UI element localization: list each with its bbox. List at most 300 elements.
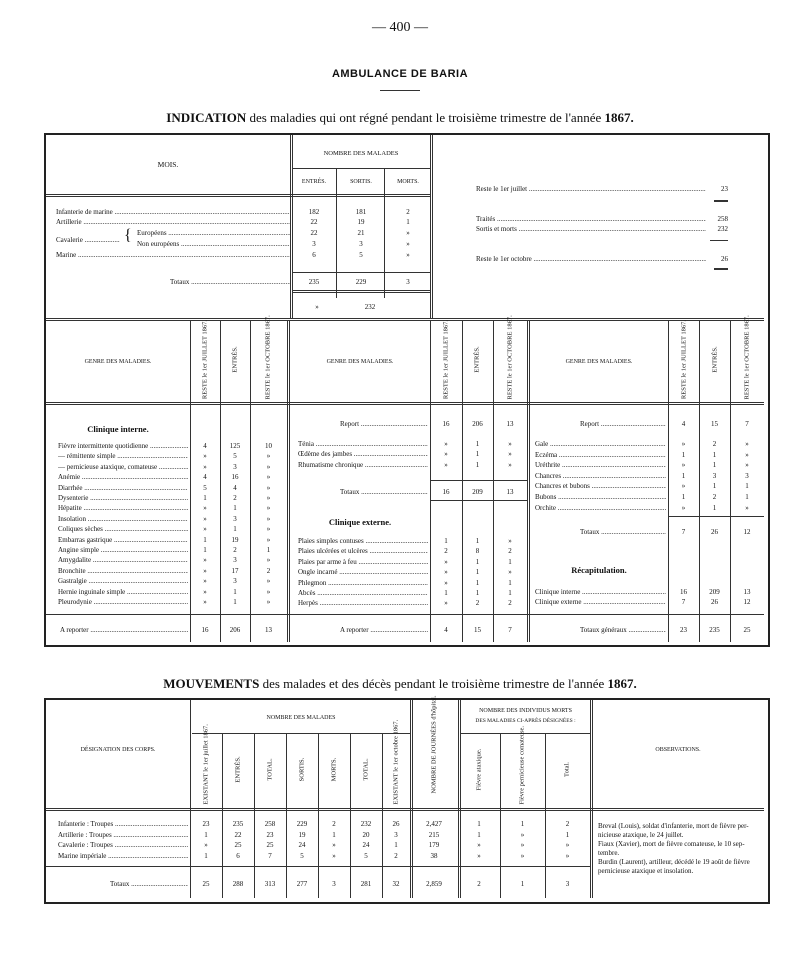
cell: 232: [360, 820, 372, 828]
cell: »: [565, 841, 570, 849]
cell: 4: [681, 420, 686, 428]
cell: 21: [357, 229, 365, 237]
row-label: Uréthrite .....: [535, 461, 666, 470]
cell: 1: [444, 537, 448, 545]
genre-header: GENRE DES MALADIES.: [565, 359, 633, 365]
summary-label: Reste le 1er juillet .....: [476, 185, 706, 194]
cell: 24: [362, 841, 370, 849]
report-label: Report .....: [340, 420, 428, 429]
cell: 13: [506, 420, 514, 428]
cell: 23: [680, 626, 687, 634]
col-total-morts: Total.: [563, 762, 571, 777]
summary-label: Reste le 1er octobre .....: [476, 255, 706, 264]
cell: 3: [233, 514, 237, 523]
col-morts: MORTS.: [330, 757, 338, 782]
cell: »: [745, 503, 749, 512]
cell: 15: [711, 420, 718, 428]
col-morts: MORTS.: [397, 179, 419, 185]
cell: 288: [232, 880, 244, 888]
summary-value: 23: [721, 185, 728, 193]
cell: 3: [233, 577, 237, 586]
cell: »: [203, 566, 207, 575]
cell: »: [266, 504, 271, 513]
row-label: Ténia .....: [298, 440, 428, 449]
cell: 125: [229, 442, 241, 450]
row-label: Européens .....: [137, 229, 290, 238]
cell: »: [444, 440, 448, 448]
cell: 6: [312, 251, 316, 259]
cell: »: [266, 473, 271, 482]
cell: 1: [394, 841, 398, 849]
cell: »: [203, 504, 207, 513]
col-fievre-pernicieuse: Fièvre pernicieuse comateuse.: [518, 725, 526, 805]
cell: 1: [332, 830, 336, 839]
cell: »: [681, 461, 686, 470]
cell: 181: [355, 208, 367, 216]
cell: 1: [520, 880, 525, 888]
row-label: Infanterie : Troupes .....: [58, 820, 188, 829]
row-label: Eczéma .....: [535, 451, 666, 460]
summary-value: 258: [717, 215, 728, 223]
row-label: Ongle incarné .....: [298, 568, 428, 577]
col-entres: ENTRÉS.: [711, 346, 719, 373]
cell: 1: [203, 535, 207, 544]
col-reste-juillet: RESTE le 1er JUILLET 1867.: [442, 319, 450, 400]
row-label: Fièvre intermittente quotidienne .....: [58, 442, 188, 451]
cell: 13: [506, 488, 514, 496]
col-entres: ENTRÉS.: [473, 346, 481, 373]
col-reste-juillet: RESTE le 1er JUILLET 1867.: [201, 319, 209, 400]
cell: »: [266, 452, 271, 461]
cell: »: [266, 462, 271, 471]
observation-line: tembre.: [598, 849, 620, 857]
cell: 16: [231, 473, 239, 482]
observation-line: Fiaux (Xavier), mort de fièvre comateuse, le 10 sep-: [598, 840, 745, 848]
designation-header: DÉSIGNATION DES CORPS.: [80, 747, 156, 753]
cell: 3: [745, 471, 749, 480]
cell: »: [508, 440, 512, 448]
row-label: — pernicieuse ataxique, comateuse .....: [58, 463, 188, 472]
cell: 26: [711, 598, 718, 607]
cell: »: [444, 557, 448, 566]
cell: »: [266, 577, 271, 586]
cell: 209: [472, 488, 483, 496]
cell: »: [477, 851, 481, 860]
cell: 16: [442, 488, 450, 496]
cell: 26: [711, 528, 718, 536]
totaux-generaux-label: Totaux généraux .....: [580, 626, 666, 635]
cell: 1: [475, 557, 480, 566]
row-label: Hépatite .....: [58, 504, 188, 513]
cell: 1: [477, 830, 481, 839]
cell: 25: [743, 626, 751, 634]
row-label: Chancres .....: [535, 472, 666, 481]
col-reste-octobre: RESTE le 1er OCTOBRE 1867.: [506, 315, 514, 400]
title-year: 1867.: [607, 676, 637, 691]
cell: 19: [298, 830, 306, 839]
cell: 22: [234, 830, 242, 839]
cell: 2,427: [426, 820, 442, 828]
cell: »: [745, 461, 749, 470]
cell: 2: [233, 546, 237, 554]
observation-line: Breval (Louis), soldat d'infanterie, mort de fièvre per-: [598, 822, 749, 830]
report-label: Report .....: [580, 420, 666, 429]
row-label: Plaies par arme à feu .....: [298, 558, 428, 567]
cell: 206: [472, 420, 483, 428]
cell: »: [266, 535, 271, 544]
row-label: Angine simple .....: [58, 546, 188, 555]
cell: 2: [475, 599, 480, 608]
cell: 19: [231, 535, 239, 544]
cell: »: [520, 841, 525, 849]
cell: 13: [743, 588, 751, 596]
summary-label: Traités .....: [476, 215, 706, 224]
col-entres: ENTRÉS.: [231, 346, 239, 373]
row-label: Rhumatisme chronique .....: [298, 461, 428, 470]
col-sortis: SORTIS.: [350, 179, 372, 185]
cell: 17: [231, 566, 239, 575]
cell: 1: [204, 830, 208, 839]
cell: »: [406, 251, 410, 259]
cell: 1: [745, 493, 749, 501]
cell: 4: [444, 626, 448, 634]
cell: 13: [265, 626, 272, 634]
col-journees: NOMBRE DE JOURNÉES d'hôpital.: [430, 695, 438, 794]
cell: »: [520, 851, 525, 860]
cell: »: [444, 460, 448, 469]
row-label: Orchite .....: [535, 504, 666, 513]
col-existant-juillet: EXISTANT le 1er juillet 1867.: [202, 724, 210, 805]
table2-title: [0, 676, 800, 692]
row-label: Cavalerie .....: [56, 236, 120, 245]
cell: 235: [308, 278, 320, 286]
cell: 1: [475, 568, 480, 577]
row-label: Clinique externe .....: [535, 598, 666, 607]
cell: 1: [712, 450, 717, 459]
cell: 2: [712, 440, 717, 448]
cell: »: [203, 598, 207, 606]
row-label: Pleurodynie .....: [58, 598, 188, 607]
cell: 7: [268, 851, 272, 860]
cell: 22: [310, 218, 318, 226]
section-heading: Récapitulation.: [571, 565, 627, 575]
row-label: Non européens .....: [137, 240, 290, 249]
cell: »: [266, 514, 271, 523]
cell: 3: [233, 556, 237, 565]
title-year: 1867.: [604, 110, 634, 125]
cell: 5: [364, 851, 368, 860]
cell: 182: [308, 208, 320, 216]
cell: »: [203, 514, 207, 523]
cell: 10: [265, 442, 272, 450]
cell: »: [565, 851, 570, 860]
cell: 2: [266, 566, 271, 575]
cell: 1: [204, 851, 208, 860]
cell: 7: [681, 528, 686, 536]
table1-title: [0, 110, 800, 126]
cell: 2: [712, 493, 717, 501]
row-label: Infanterie de marine .....: [56, 208, 290, 217]
cell: »: [315, 303, 319, 311]
cell: 3: [406, 278, 410, 286]
cell: 25: [266, 841, 274, 849]
cell: 1: [508, 557, 512, 566]
cell: 3: [394, 830, 398, 839]
row-label: Hernie inguinale simple .....: [58, 588, 188, 597]
cell: »: [477, 841, 481, 849]
observation-line: nicieuse ataxique, le 24 juillet.: [598, 831, 684, 839]
row-label: Bubons .....: [535, 493, 666, 502]
title-bold: MOUVEMENTS: [163, 676, 260, 691]
cell: 16: [680, 588, 687, 596]
observations-header: OBSERVATIONS.: [655, 747, 701, 753]
cell: 3: [233, 462, 237, 471]
cell: 2: [233, 494, 237, 502]
cell: 1: [475, 440, 480, 448]
cell: 12: [743, 598, 751, 607]
cell: 1: [712, 482, 717, 491]
cell: »: [203, 525, 207, 534]
row-label: Marine .....: [56, 251, 290, 260]
cell: 7: [508, 626, 512, 634]
cell: 277: [296, 880, 308, 888]
row-label: Œdème des jambes .....: [298, 450, 428, 459]
summary-value: 232: [717, 225, 728, 233]
section-heading: Clinique interne.: [87, 424, 149, 434]
cell: 2: [508, 547, 512, 556]
cell: 215: [428, 830, 440, 839]
cell: 3: [712, 471, 717, 480]
row-label: Insolation .....: [58, 515, 188, 524]
cell: »: [406, 229, 410, 237]
row-label: Gale .....: [535, 440, 666, 449]
cell: »: [266, 525, 271, 534]
morts-header: NOMBRE DES INDIVIDUS MORTS: [479, 708, 572, 714]
cell: 2: [406, 208, 410, 216]
observation-line: Burdin (Laurent), artilleur, décédé le 19 août de fièvre: [598, 858, 750, 866]
cell: 16: [442, 420, 450, 428]
summary-value: 26: [721, 255, 728, 263]
row-label: Embarras gastrique .....: [58, 536, 188, 545]
divider: [380, 90, 420, 91]
cell: »: [203, 452, 207, 461]
cell: »: [266, 494, 271, 502]
cell: 26: [392, 820, 400, 828]
cell: »: [520, 830, 525, 839]
cell: 1: [681, 471, 686, 480]
cell: »: [444, 599, 448, 608]
section-heading: Clinique externe.: [328, 517, 392, 527]
cell: »: [508, 537, 512, 545]
cell: 1: [712, 503, 717, 512]
cell: 229: [296, 820, 308, 828]
cell: 313: [264, 880, 276, 888]
cell: 1: [477, 820, 481, 828]
reporter-label: A reporter .....: [60, 626, 188, 635]
cell: 1: [203, 546, 207, 554]
cell: 1: [681, 450, 686, 459]
cell: 258: [264, 820, 276, 828]
cell: »: [444, 578, 448, 587]
genre-header: GENRE DES MALADIES.: [84, 359, 152, 365]
cell: 179: [428, 841, 440, 849]
cell: 25: [234, 841, 242, 849]
ambulance-title: AMBULANCE DE BARIA: [331, 68, 469, 80]
cell: »: [745, 440, 749, 448]
cell: »: [332, 851, 336, 860]
cell: »: [745, 450, 749, 459]
cell: 235: [232, 820, 244, 828]
cell: »: [203, 556, 207, 565]
row-label: Diarrhée .....: [58, 484, 188, 493]
reporter-label: A reporter .....: [340, 626, 428, 635]
row-label: Cavalerie : Troupes .....: [58, 841, 188, 850]
totaux-label: Totaux .....: [580, 528, 666, 537]
cell: 1: [475, 537, 480, 545]
cell: 2: [477, 880, 481, 888]
cell: 1: [233, 504, 237, 513]
cell: »: [203, 577, 207, 586]
cell: »: [681, 440, 686, 448]
col-entres: ENTRÉS.: [234, 756, 242, 783]
cell: 1: [565, 830, 570, 839]
cell: 229: [355, 278, 367, 286]
cell: 2,859: [426, 880, 442, 888]
cell: 23: [266, 830, 274, 839]
cell: 4: [203, 473, 207, 482]
row-label: Coliques sèches .....: [58, 525, 188, 534]
cell: 1: [203, 494, 207, 502]
cell: 12: [743, 528, 751, 536]
cell: 3: [359, 240, 363, 248]
cell: 1: [508, 578, 512, 587]
col-reste-octobre: RESTE le 1er OCTOBRE 1867.: [743, 315, 751, 400]
totaux-label: Totaux .....: [170, 278, 290, 287]
cell: »: [203, 587, 207, 596]
cell: 1: [233, 587, 237, 596]
nombre-header: NOMBRE DES MALADES: [323, 150, 399, 157]
cell: 7: [745, 420, 749, 428]
cell: 5: [233, 452, 237, 461]
cell: 1: [508, 589, 512, 597]
cell: »: [406, 240, 410, 248]
cell: »: [508, 450, 512, 459]
row-label: — rémittente simple .....: [58, 452, 188, 461]
cell: 4: [203, 442, 207, 450]
cell: 1: [233, 598, 237, 606]
cell: 25: [202, 880, 210, 888]
cell: 1: [475, 450, 480, 459]
cell: »: [444, 568, 448, 577]
title-bold: INDICATION: [166, 110, 247, 125]
cell: 1: [475, 460, 480, 469]
col-total: TOTAL.: [362, 758, 370, 781]
row-label: Chancres et bubons .....: [535, 482, 666, 491]
cell: »: [204, 841, 208, 849]
cell: 24: [298, 841, 306, 849]
cell: 15: [474, 626, 481, 634]
mois-header: MOIS.: [157, 160, 179, 169]
cell: 4: [233, 483, 237, 492]
cell: 1: [745, 482, 749, 491]
cell: 5: [359, 251, 363, 259]
cell: »: [266, 587, 271, 596]
cell: 1: [475, 578, 480, 587]
cell: 1: [712, 461, 717, 470]
row-label: Bronchite .....: [58, 567, 188, 576]
brace: {: [124, 227, 132, 244]
col-reste-juillet: RESTE le 1er JUILLET 1867.: [680, 319, 688, 400]
cell: »: [508, 460, 512, 469]
col-entres: ENTRÉS.: [301, 179, 327, 185]
cell: 2: [332, 820, 336, 828]
nombre-header: NOMBRE DES MALADES: [266, 715, 336, 721]
cell: 16: [201, 626, 209, 634]
cell: »: [332, 841, 336, 849]
cell: 2: [394, 851, 398, 860]
row-label: Abcès .....: [298, 589, 428, 598]
cell: 2: [565, 820, 570, 828]
cell: 1: [444, 589, 448, 597]
row-label: Plaies ulcérées et ulcères .....: [298, 547, 428, 556]
summary-label: Sortis et morts .....: [476, 225, 706, 234]
cell: 1: [681, 493, 686, 501]
grand-total: 232: [364, 303, 376, 311]
cell: »: [203, 462, 207, 471]
cell: 1: [475, 589, 480, 597]
row-label: Dysenterie .....: [58, 494, 188, 503]
cell: »: [444, 450, 448, 459]
cell: 22: [310, 229, 318, 237]
cell: 19: [357, 218, 365, 226]
col-reste-octobre: RESTE le 1er OCTOBRE 1867.: [264, 315, 272, 400]
morts-subheader: DES MALADIES CI-APRÈS DÉSIGNÉES :: [475, 718, 576, 724]
totaux-label: Totaux .....: [340, 488, 428, 497]
observation-line: pernicieuse ataxique et insolation.: [598, 867, 694, 875]
cell: 38: [430, 851, 438, 860]
row-label: Artillerie .....: [56, 218, 290, 227]
row-label: Gastralgie .....: [58, 577, 188, 586]
cell: 206: [229, 626, 241, 634]
cell: »: [681, 503, 686, 512]
cell: 1: [406, 218, 410, 226]
cell: »: [266, 483, 271, 492]
cell: 3: [312, 240, 316, 248]
cell: »: [508, 568, 512, 577]
row-label: Marine impériale .....: [58, 852, 188, 861]
row-label: Herpès .....: [298, 599, 428, 608]
row-label: Plaies simples contuses .....: [298, 537, 428, 546]
col-fievre-ataxique: Fièvre ataxique.: [475, 748, 483, 791]
cell: 235: [709, 626, 720, 634]
title-rest: des malades et des décès pendant le troisième trimestre de l'année: [262, 676, 605, 691]
cell: 5: [203, 483, 207, 492]
cell: 32: [392, 880, 400, 888]
col-total: TOTAL.: [266, 758, 274, 781]
col-existant-octobre: EXISTANT le 1er octobre 1867.: [392, 719, 400, 805]
row-label: Phlegmon .....: [298, 579, 428, 588]
cell: 3: [332, 880, 336, 888]
page-number: — 400 —: [372, 20, 428, 35]
cell: 5: [300, 851, 304, 860]
genre-header: GENRE DES MALADIES.: [326, 359, 394, 365]
title-rest: des maladies qui ont régné pendant le troisième trimestre de l'année: [249, 110, 602, 125]
cell: 7: [681, 598, 686, 607]
col-sortis: SORTIS.: [298, 757, 306, 782]
cell: 20: [362, 830, 370, 839]
cell: 1: [520, 820, 525, 828]
cell: 1: [233, 525, 237, 534]
